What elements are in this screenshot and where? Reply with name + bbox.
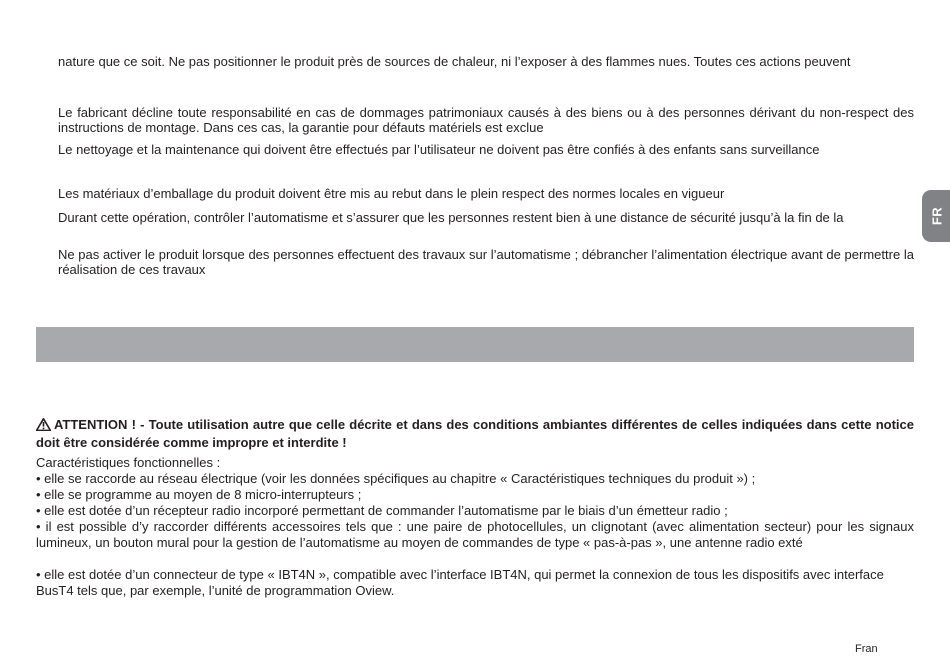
feature-item: • elle se raccorde au réseau électrique (voir les données spécifiques au chapitre « Caractéristiques techniques du produit ») ; [36, 471, 756, 486]
language-tab [922, 190, 950, 242]
feature-item: • elle se programme au moyen de 8 micro-interrupteurs ; [36, 487, 362, 502]
warning-triangle-icon [36, 418, 51, 435]
feature-item: • il est possible d’y raccorder différents accessoires tels que : une paire de photocellules, un clignotant (avec alimentation secteur) pour les signaux lumineux, un bouton mural pour la gestion de l’automatisme au moyen de commandes de type « pas-à-pas », une antenne radio exté [36, 519, 914, 550]
paragraph-operation: Durant cette opération, contrôler l’automatisme et s’assurer que les personnes restent bien à une distance de sécurité jusqu’à la fin de la [58, 210, 844, 225]
warning-text: ATTENTION ! - Toute utilisation autre que celle décrite et dans des conditions ambiantes différentes de celles indiquées dans cette notice doit être considérée comme impropre et interdite ! [36, 417, 914, 450]
paragraph-liability: Le fabricant décline toute responsabilité en cas de dommages patrimoniaux causés à des biens ou à des personnes dérivant du non-respect des instructions de montage. Dans ces cas, la garantie pour défauts matériels est exclue [58, 105, 914, 135]
language-tab-label: FR [929, 206, 945, 226]
paragraph-cleaning: Le nettoyage et la maintenance qui doivent être effectués par l’utilisateur ne doivent pas être confiés à des enfants sans surveillance [58, 142, 820, 157]
feature-item: • elle est dotée d’un récepteur radio incorporé permettant de commander l’automatisme par le biais d’un émetteur radio ; [36, 503, 728, 518]
warning-notice [36, 417, 914, 451]
paragraph-packaging: Les matériaux d’emballage du produit doivent être mis au rebut dans le plein respect des normes locales en vigueur [58, 186, 725, 201]
page-footer: Fran [855, 643, 878, 655]
section-header-bar [36, 327, 914, 362]
features-heading: Caractéristiques fonctionnelles : [36, 455, 221, 470]
feature-item-connector: • elle est dotée d’un connecteur de type « IBT4N », compatible avec l’interface IBT4N, qui permet la connexion de tous les dispositifs avec interface BusT4 tels que, par exemple, l’unité de programmation Oview. [36, 567, 884, 598]
paragraph-flames: nature que ce soit. Ne pas positionner le produit près de sources de chaleur, ni l’exposer à des flammes nues. Toutes ces actions peuvent [58, 54, 851, 69]
features-block [36, 455, 914, 551]
paragraph-power-off: Ne pas activer le produit lorsque des personnes effectuent des travaux sur l’automatisme ; débrancher l’alimentation électrique avant de permettre la réalisation de ces travaux [58, 247, 914, 277]
